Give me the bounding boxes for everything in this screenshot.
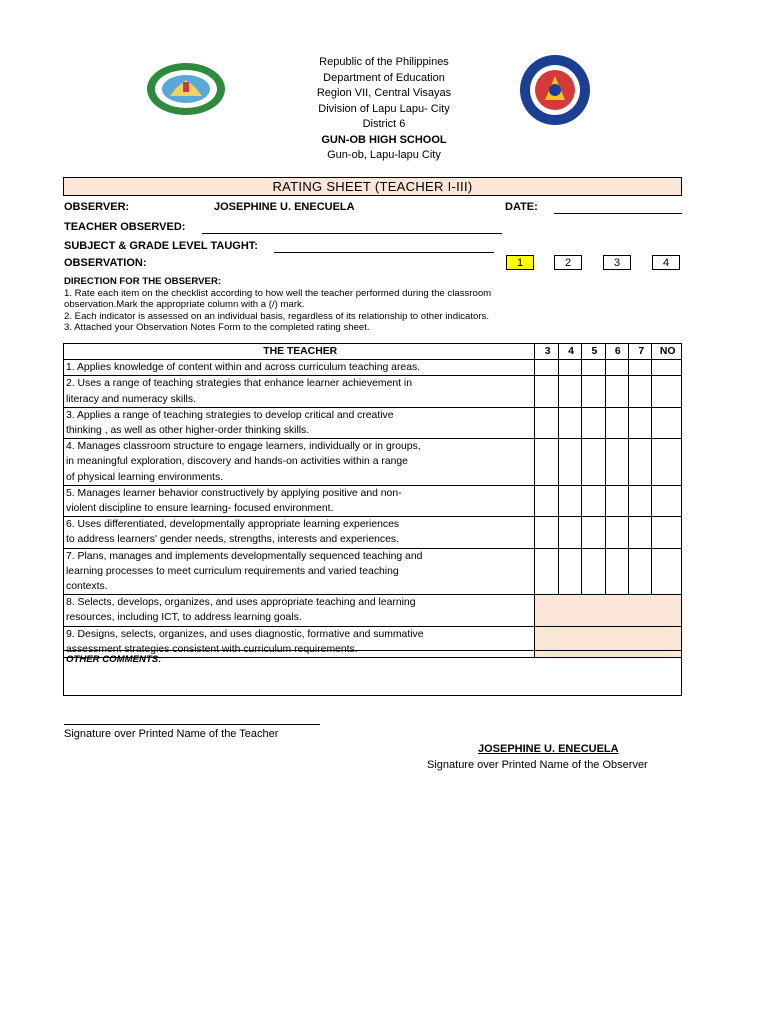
column-header-6: 6 xyxy=(605,344,628,360)
rating-cell[interactable] xyxy=(558,407,581,438)
teacher-signature-caption: Signature over Printed Name of the Teacher xyxy=(64,728,279,740)
subject-grade-label: SUBJECT & GRADE LEVEL TAUGHT: xyxy=(64,240,258,252)
indicator-text: of physical learning environments. xyxy=(66,471,224,483)
indicator-text: 3. Applies a range of teaching strategies to develop critical and creative xyxy=(66,409,394,421)
indicator-text: 2. Uses a range of teaching strategies that enhance learner achievement in xyxy=(66,378,412,390)
rating-cell[interactable] xyxy=(652,439,682,486)
table-row xyxy=(64,595,682,626)
header-address: Gun-ob, Lapu-lapu City xyxy=(327,149,441,161)
indicator-text: assessment strategies consistent with curriculum requirements. xyxy=(66,643,358,655)
rating-cell[interactable] xyxy=(582,360,605,376)
rating-cell[interactable] xyxy=(535,439,558,486)
observer-label: OBSERVER: xyxy=(64,201,130,213)
indicator-text: contexts. xyxy=(66,581,108,593)
header-republic: Republic of the Philippines xyxy=(319,56,449,68)
observer-signature-caption: Signature over Printed Name of the Observer xyxy=(427,759,648,771)
header-department: Department of Education xyxy=(323,71,445,84)
indicator-cell xyxy=(64,407,535,438)
table-row xyxy=(64,548,682,595)
rating-cell[interactable] xyxy=(535,485,558,516)
rating-cell[interactable] xyxy=(652,517,682,548)
column-header-7: 7 xyxy=(629,344,652,360)
table-row xyxy=(64,407,682,438)
indicator-text: to address learners' gender needs, strengths, interests and experiences. xyxy=(66,534,399,546)
directions xyxy=(64,276,491,334)
indicator-text: 6. Uses differentiated, developmentally appropriate learning experiences xyxy=(66,519,400,531)
rating-cell[interactable] xyxy=(582,407,605,438)
rating-cell[interactable] xyxy=(652,548,682,595)
header-district: District 6 xyxy=(362,118,406,130)
observer-value: JOSEPHINE U. ENECUELA xyxy=(214,201,355,213)
column-header-teacher: THE TEACHER xyxy=(64,344,535,360)
rating-cell[interactable] xyxy=(652,360,682,376)
column-header-no: NO xyxy=(652,344,682,360)
header-school: GUN-OB HIGH SCHOOL xyxy=(321,133,447,146)
other-comments-box[interactable] xyxy=(63,650,682,696)
rating-table xyxy=(63,343,682,658)
rating-cell[interactable] xyxy=(605,485,628,516)
rating-cell[interactable] xyxy=(629,517,652,548)
indicator-cell xyxy=(64,517,535,548)
rating-cell[interactable] xyxy=(582,548,605,595)
date-field[interactable] xyxy=(554,213,682,214)
table-row xyxy=(64,485,682,516)
rating-cell[interactable] xyxy=(535,517,558,548)
column-header-5: 5 xyxy=(582,344,605,360)
date-label: DATE: xyxy=(505,201,538,213)
rating-cell[interactable] xyxy=(535,376,558,407)
subject-grade-field[interactable] xyxy=(274,252,494,253)
observer-name: JOSEPHINE U. ENECUELA xyxy=(478,743,619,755)
indicator-cell xyxy=(64,595,535,626)
teacher-observed-field[interactable] xyxy=(202,233,502,234)
indicator-cell xyxy=(64,548,535,595)
rating-cell[interactable] xyxy=(558,548,581,595)
table-row xyxy=(64,376,682,407)
rating-cell[interactable] xyxy=(605,407,628,438)
observation-option-1[interactable]: 1 xyxy=(506,255,534,270)
rating-cell[interactable] xyxy=(605,360,628,376)
indicator-text: 1. Applies knowledge of content within and across curriculum teaching areas. xyxy=(66,362,421,374)
rating-cell[interactable] xyxy=(629,407,652,438)
directions-line: 2. Each indicator is assessed on an individual basis, regardless of its relationship to other indicators. xyxy=(64,310,490,322)
page-title: RATING SHEET (TEACHER I-III) xyxy=(63,177,682,196)
rating-cell[interactable] xyxy=(558,439,581,486)
rating-cell[interactable] xyxy=(652,376,682,407)
column-header-4: 4 xyxy=(558,344,581,360)
rating-cell[interactable] xyxy=(629,376,652,407)
rating-cell[interactable] xyxy=(605,548,628,595)
indicator-cell xyxy=(64,485,535,516)
indicator-text: violent discipline to ensure learning- focused environment. xyxy=(66,503,334,515)
indicator-text: learning processes to meet curriculum requirements and varied teaching xyxy=(66,565,399,577)
indicator-text: 7. Plans, manages and implements developmentally sequenced teaching and xyxy=(66,550,423,562)
rating-cell[interactable] xyxy=(629,485,652,516)
rating-cell[interactable] xyxy=(582,439,605,486)
indicator-text: 4. Manages classroom structure to engage learners, individually or in groups, xyxy=(66,441,421,453)
rating-cell[interactable] xyxy=(652,407,682,438)
teacher-signature-line[interactable] xyxy=(64,724,320,725)
column-header-3: 3 xyxy=(535,344,558,360)
indicator-text: 5. Manages learner behavior constructively by applying positive and non- xyxy=(66,487,402,499)
directions-line: observation.Mark the appropriate column with a (/) mark. xyxy=(64,299,305,311)
rating-cell[interactable] xyxy=(582,376,605,407)
observation-option-3[interactable]: 3 xyxy=(603,255,631,270)
rating-cell[interactable] xyxy=(558,517,581,548)
rating-cell[interactable] xyxy=(558,485,581,516)
indicator-cell xyxy=(64,360,535,376)
table-row xyxy=(64,439,682,486)
directions-title: DIRECTION FOR THE OBSERVER: xyxy=(64,276,222,287)
indicator-text: 9. Designs, selects, organizes, and uses diagnostic, formative and summative xyxy=(66,628,424,640)
teacher-observed-label: TEACHER OBSERVED: xyxy=(64,221,186,233)
directions-line: 3. Attached your Observation Notes Form to the completed rating sheet. xyxy=(64,322,370,334)
header-division: Division of Lapu Lapu- City xyxy=(318,102,450,115)
other-comments-label: OTHER COMMENTS: xyxy=(66,654,162,665)
rating-cell[interactable] xyxy=(558,376,581,407)
rating-cell[interactable] xyxy=(582,485,605,516)
document-header xyxy=(200,55,568,164)
indicator-cell xyxy=(64,439,535,486)
table-row xyxy=(64,517,682,548)
directions-line: 1. Rate each item on the checklist according to how well the teacher performed during the classroom xyxy=(64,287,492,299)
indicator-text: resources, including ICT, to address learning goals. xyxy=(66,612,302,624)
table-row xyxy=(64,360,682,376)
indicator-text: in meaningful exploration, discovery and hands-on activities within a range xyxy=(66,456,408,468)
shaded-rating-area xyxy=(535,595,682,626)
rating-cell[interactable] xyxy=(629,439,652,486)
observation-label: OBSERVATION: xyxy=(64,257,147,269)
indicator-text: thinking , as well as other higher-order thinking skills. xyxy=(66,425,310,437)
header-region: Region VII, Central Visayas xyxy=(316,87,452,99)
table-header-row xyxy=(64,344,682,360)
rating-cell[interactable] xyxy=(629,360,652,376)
rating-cell[interactable] xyxy=(535,360,558,376)
rating-cell[interactable] xyxy=(605,376,628,407)
rating-cell[interactable] xyxy=(535,407,558,438)
indicator-text: 8. Selects, develops, organizes, and uses appropriate teaching and learning xyxy=(66,597,416,609)
rating-cell[interactable] xyxy=(652,485,682,516)
indicator-text: literacy and numeracy skills. xyxy=(66,393,196,405)
observation-option-2[interactable]: 2 xyxy=(554,255,582,270)
rating-cell[interactable] xyxy=(605,517,628,548)
rating-cell[interactable] xyxy=(558,360,581,376)
rating-cell[interactable] xyxy=(629,548,652,595)
indicator-cell xyxy=(64,376,535,407)
rating-cell[interactable] xyxy=(582,517,605,548)
observation-option-4[interactable]: 4 xyxy=(652,255,680,270)
rating-cell[interactable] xyxy=(605,439,628,486)
rating-cell[interactable] xyxy=(535,548,558,595)
